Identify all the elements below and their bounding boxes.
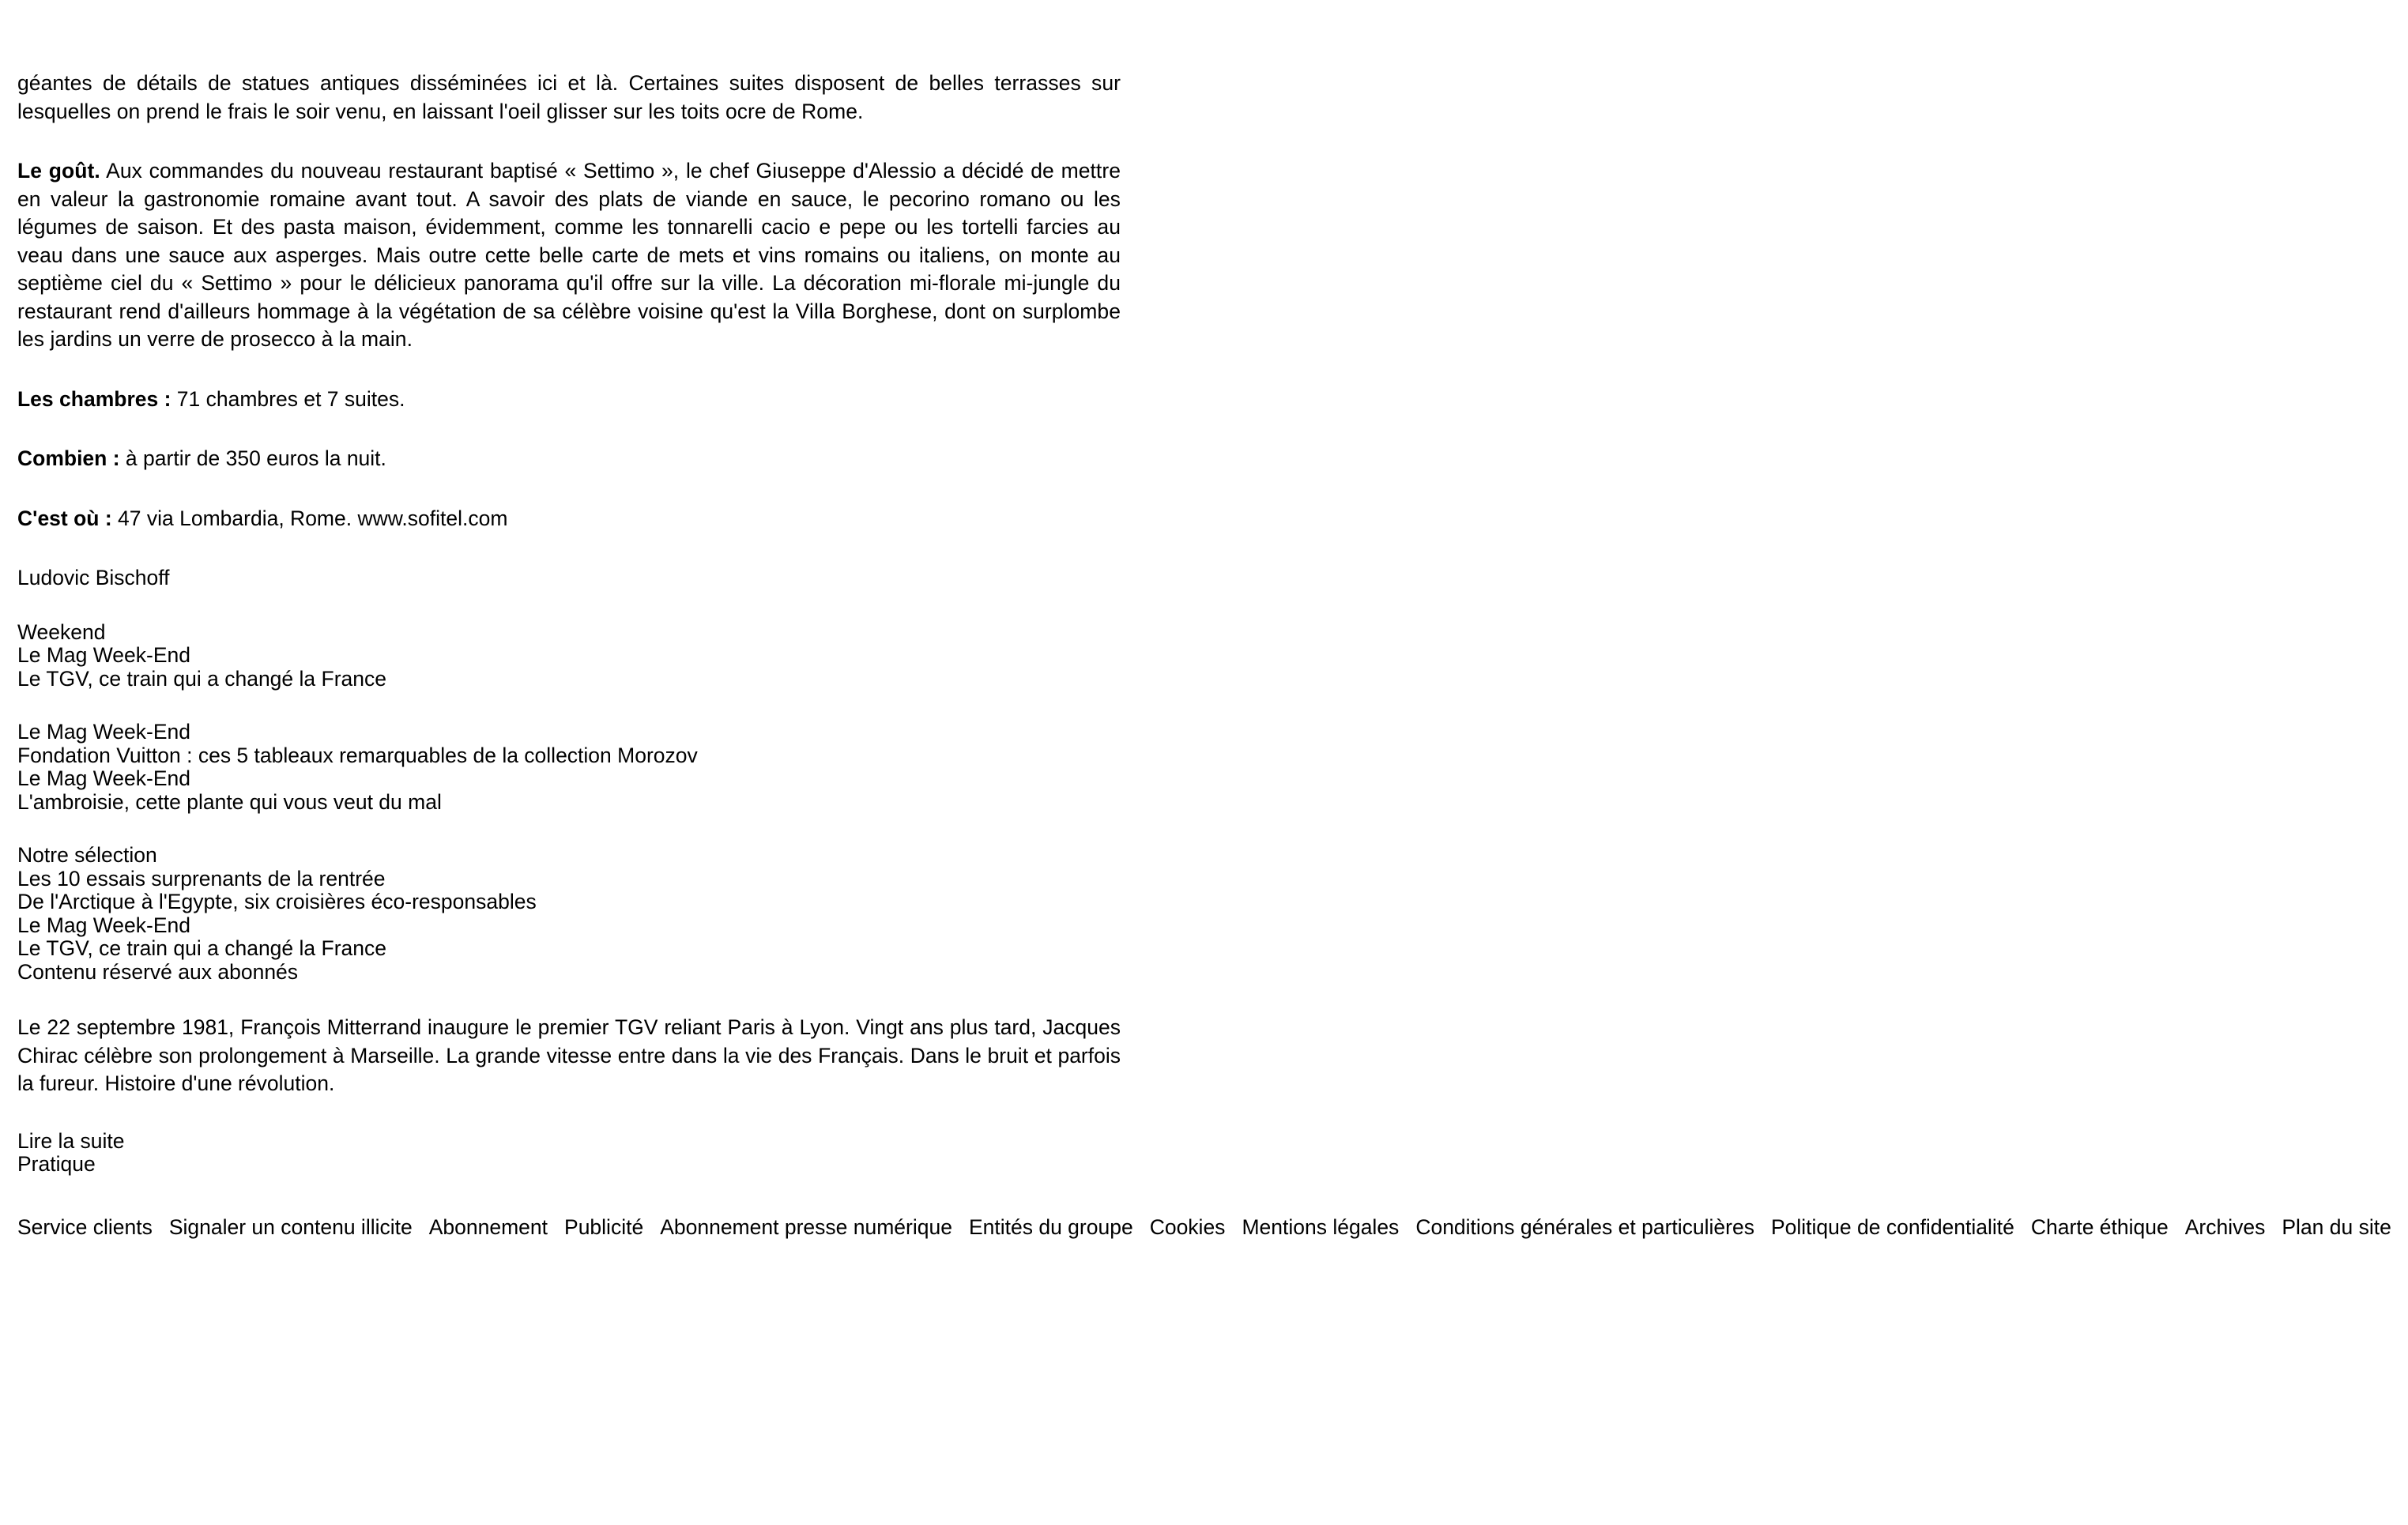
related-item[interactable]: Weekend [17,619,106,644]
footer-link-conditions-generales[interactable]: Conditions générales et particulières [1415,1214,1754,1239]
article-byline: Ludovic Bischoff [17,566,170,589]
teaser-paragraph: Le 22 septembre 1981, François Mitterrand inaugure le premier TGV reliant Paris à Lyon. Vingt ans plus tard, Jacques Chirac célèbre son prolongement à Marseille. La grande vitesse entre dans la vie des Français. Dans le bruit et parfois la fureur. Histoire d'une révolution. [17,1015,1121,1095]
fact-price-label: Combien : [17,446,120,470]
paragraph-continuation: géantes de détails de statues antiques disséminées ici et là. Certaines suites disposent de belles terrasses sur lesquelles on prend le frais le soir venu, en laissant l'oeil glisser sur les toits ocre de Rome. [17,71,1121,123]
related-block-three [17,844,1121,984]
related-item[interactable]: Le TGV, ce train qui a changé la France [17,936,386,960]
practical-link[interactable]: Pratique [17,1152,96,1176]
footer-link-cookies[interactable]: Cookies [1149,1214,1226,1239]
related-section-title[interactable]: Notre sélection [17,843,157,867]
site-footer-navigation [17,1213,2391,1241]
fact-rooms-value: 71 chambres et 7 suites. [171,386,405,411]
related-item[interactable]: Le TGV, ce train qui a changé la France [17,666,386,691]
taste-lead-label: Le goût. [17,159,100,183]
related-item[interactable]: De l'Arctique à l'Egypte, six croisières éco-responsables [17,890,537,913]
related-item[interactable]: Fondation Vuitton : ces 5 tableaux remarquables de la collection Morozov [17,743,698,767]
related-item[interactable]: L'ambroisie, cette plante qui vous veut du mal [17,789,442,814]
related-item[interactable]: Le Mag Week-End [17,766,190,790]
fact-rooms-label: Les chambres : [17,386,171,411]
related-item[interactable]: Les 10 essais surprenants de la rentrée [17,866,386,891]
fact-location-label: C'est où : [17,506,112,530]
footer-link-list [17,1213,2391,1241]
taste-paragraph [17,157,1121,354]
fact-rooms [17,386,1121,414]
footer-link-abonnement-presse-numerique[interactable]: Abonnement presse numérique [660,1214,952,1239]
fact-price [17,445,1121,473]
read-more-link[interactable]: Lire la suite [17,1128,125,1153]
footer-link-archives[interactable]: Archives [2184,1214,2266,1239]
related-item[interactable]: Le Mag Week-End [17,643,190,667]
related-block-two [17,721,1121,814]
fact-location-value: 47 via Lombardia, Rome. www.sofitel.com [111,506,508,530]
taste-body-text: Aux commandes du nouveau restaurant baptisé « Settimo », le chef Giuseppe d'Alessio a décidé de mettre en valeur la gastronomie romaine avant tout. A savoir des plats de viande en sauce, le pecorino romano ou les légumes de saison. Et des pasta maison, évidemment, comme les tonnarelli cacio e pepe ou les tortelli farcies au veau dans une sauce aux asperges. Mais outre cette belle carte de mets et vins romains ou italiens, on monte au septième ciel du « Settimo » pour le délicieux panorama qu'il offre sur la ville. La décoration mi-florale mi-jungle du restaurant rend d'ailleurs hommage à la végétation de sa célèbre voisine qu'est la Villa Borghese, dont on surplombe les jardins un verre de prosecco à la main. [17,159,1121,351]
footer-link-publicite[interactable]: Publicité [564,1214,644,1239]
related-item[interactable]: Le Mag Week-End [17,720,190,744]
footer-link-charte-ethique[interactable]: Charte éthique [2030,1214,2169,1239]
subscriber-notice: Contenu réservé aux abonnés [17,959,299,984]
related-block-one [17,621,1121,691]
footer-link-politique-confidentialite[interactable]: Politique de confidentialité [1770,1214,2014,1239]
footer-link-plan-du-site[interactable]: Plan du site [2282,1214,2391,1239]
footer-link-service-clients[interactable]: Service clients [17,1214,153,1239]
related-item[interactable]: Le Mag Week-End [17,913,190,937]
article-body [17,70,2391,1241]
fact-price-value: à partir de 350 euros la nuit. [119,446,386,470]
footer-link-mentions-legales[interactable]: Mentions légales [1242,1214,1400,1239]
fact-location [17,505,1121,533]
footer-link-signaler-contenu[interactable]: Signaler un contenu illicite [168,1214,413,1239]
footer-link-entites-du-groupe[interactable]: Entités du groupe [968,1214,1133,1239]
tail-link-block [17,1130,1121,1177]
footer-link-abonnement[interactable]: Abonnement [428,1214,548,1239]
